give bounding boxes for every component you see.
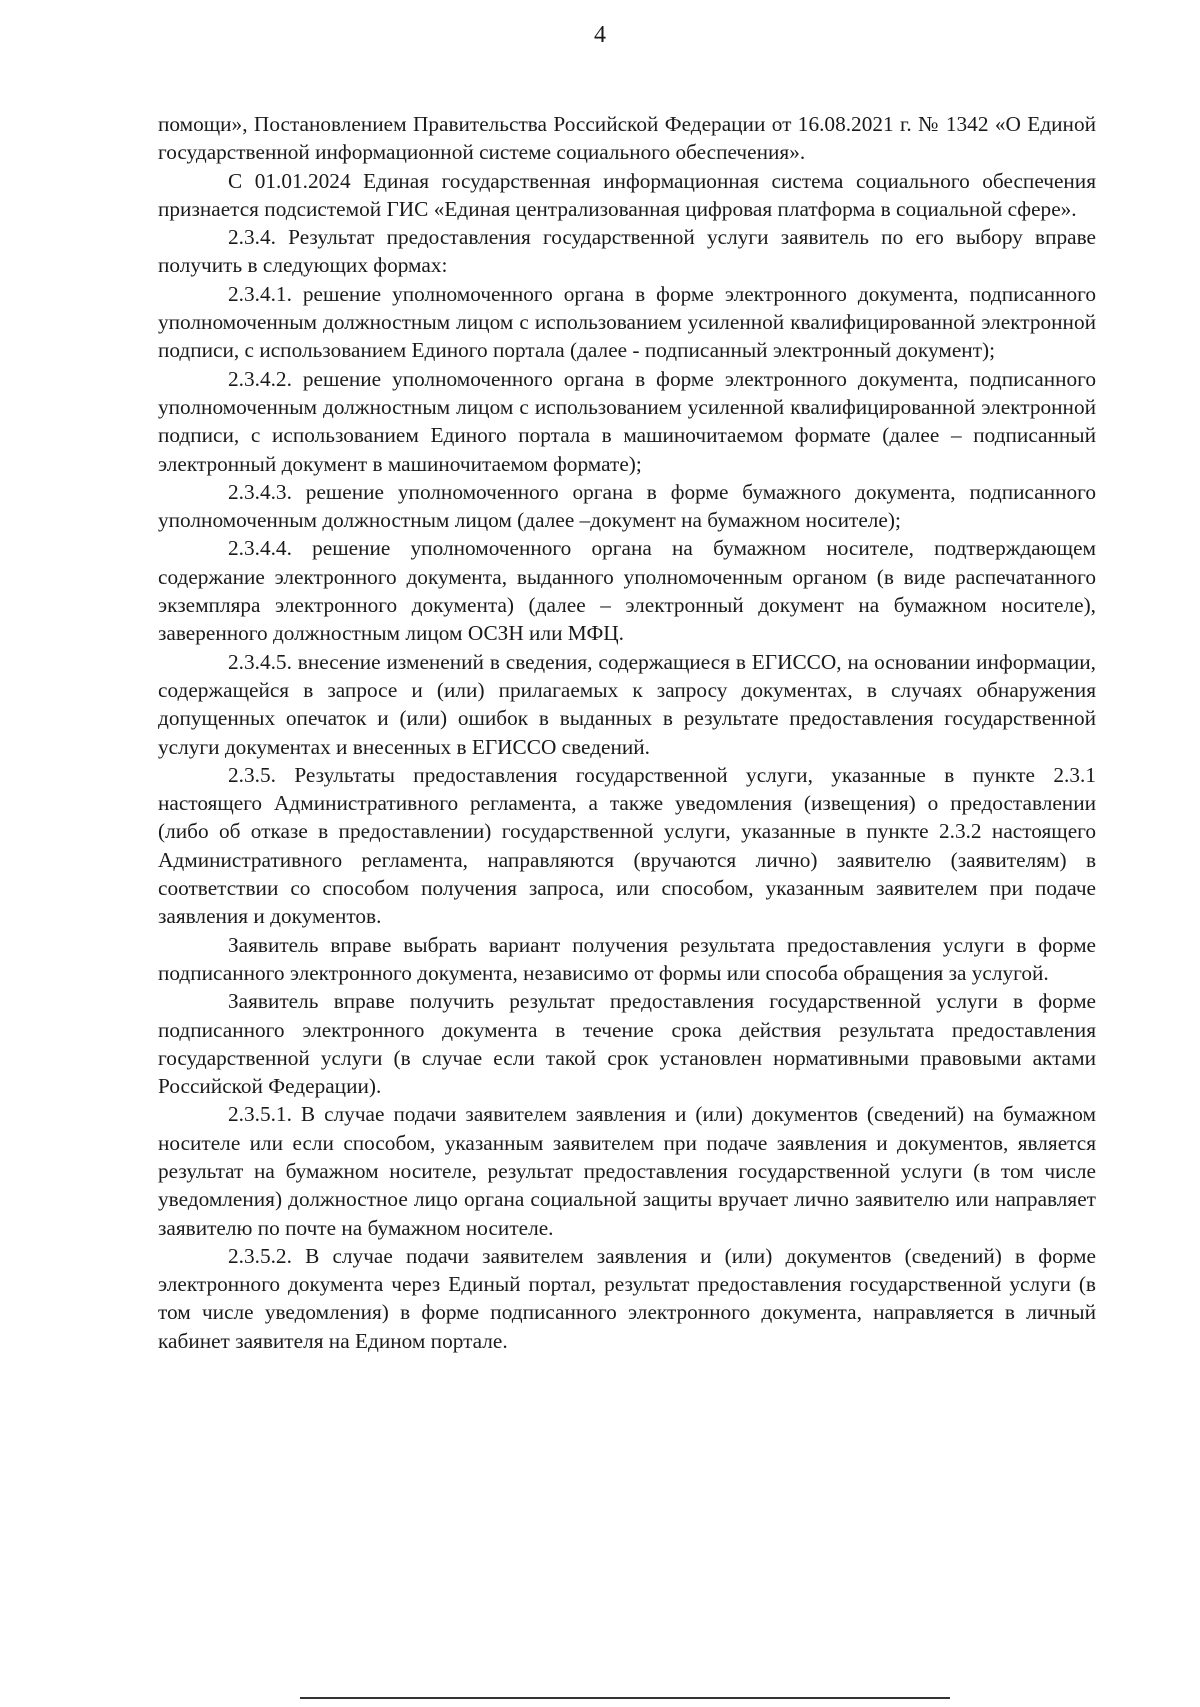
paragraph-choice-option: Заявитель вправе выбрать вариант получения результата предоставления услуги в форме подписанного электронного документа, независимо от формы или способа обращения за услугой. bbox=[158, 932, 1096, 985]
paragraph-2-3-4-4: 2.3.4.4. решение уполномоченного органа на бумажном носителе, подтверждающем содержание электронного документа, выданного уполномоченным органом (в виде распечатанного экземпляра электронного документа) (далее – электронный документ на бумажном носителе), заверенного должностным лицом ОСЗН или МФЦ. bbox=[158, 536, 1096, 646]
paragraph-continuation: помощи», Постановлением Правительства Российской Федерации от 16.08.2021 г. № 1342 «О Единой государственной информационной системе социального обеспечения». bbox=[158, 112, 1096, 165]
paragraph-2-3-4-1: 2.3.4.1. решение уполномоченного органа в форме электронного документа, подписанного уполномоченным должностным лицом с использованием усиленной квалифицированной электронной подписи, с использованием Единого портала (далее - подписанный электронный документ); bbox=[158, 281, 1096, 363]
paragraph-2-3-4-5: 2.3.4.5. внесение изменений в сведения, содержащиеся в ЕГИССО, на основании информации, содержащейся в запросе и (или) прилагаемых к запросу документах, в случаях обнаружения допущенных опечаток и (или) ошибок в выданных в результате предоставления государственной услуги документах и внесенных в ЕГИССО сведений. bbox=[158, 649, 1096, 759]
page-number: 4 bbox=[594, 22, 606, 48]
paragraph-egisso-status: С 01.01.2024 Единая государственная информационная система социального обеспечения признается подсистемой ГИС «Единая централизованная цифровая платформа в социальной сфере». bbox=[158, 168, 1096, 221]
paragraph-2-3-4: 2.3.4. Результат предоставления государственной услуги заявитель по его выбору вправе получить в следующих формах: bbox=[158, 225, 1096, 278]
paragraph-2-3-5-2: 2.3.5.2. В случае подачи заявителем заявления и (или) документов (сведений) в форме электронного документа через Единый портал, результат предоставления государственной услуги (в том числе уведомления) в форме подписанного электронного документа, направляется в личный кабинет заявителя на Едином портале. bbox=[158, 1243, 1096, 1353]
paragraph-2-3-4-3: 2.3.4.3. решение уполномоченного органа в форме бумажного документа, подписанного уполномоченным должностным лицом (далее –документ на бумажном носителе); bbox=[158, 479, 1096, 533]
paragraph-2-3-4-2: 2.3.4.2. решение уполномоченного органа в форме электронного документа, подписанного уполномоченным должностным лицом с использованием усиленной квалифицированной электронной подписи, с использованием Единого портала в машиночитаемом формате (далее – подписанный электронный документ в машиночитаемом формате); bbox=[158, 366, 1096, 476]
bottom-rule bbox=[300, 1697, 950, 1699]
document-body bbox=[158, 110, 1096, 1355]
paragraph-validity-term: Заявитель вправе получить результат предоставления государственной услуги в форме подписанного электронного документа в течение срока действия результата предоставления государственной услуги (в случае если такой срок установлен нормативными правовыми актами Российской Федерации). bbox=[158, 989, 1096, 1099]
paragraph-2-3-5: 2.3.5. Результаты предоставления государственной услуги, указанные в пункте 2.3.1 настоящего Административного регламента, а также уведомления (извещения) о предоставлении (либо об отказе в предоставлении) государственной услуги, указанные в пункте 2.3.2 настоящего Административного регламента, направляются (вручаются лично) заявителю (заявителям) в соответствии со способом получения запроса, или способом, указанным заявителем при подаче заявления и документов. bbox=[158, 762, 1096, 929]
paragraph-2-3-5-1: 2.3.5.1. В случае подачи заявителем заявления и (или) документов (сведений) на бумажном носителе или если способом, указанным заявителем при подаче заявления и документов, является результат на бумажном носителе, результат предоставления государственной услуги (в том числе уведомления) должностное лицо органа социальной защиты вручает лично заявителю или направляет заявителю по почте на бумажном носителе. bbox=[158, 1102, 1096, 1240]
